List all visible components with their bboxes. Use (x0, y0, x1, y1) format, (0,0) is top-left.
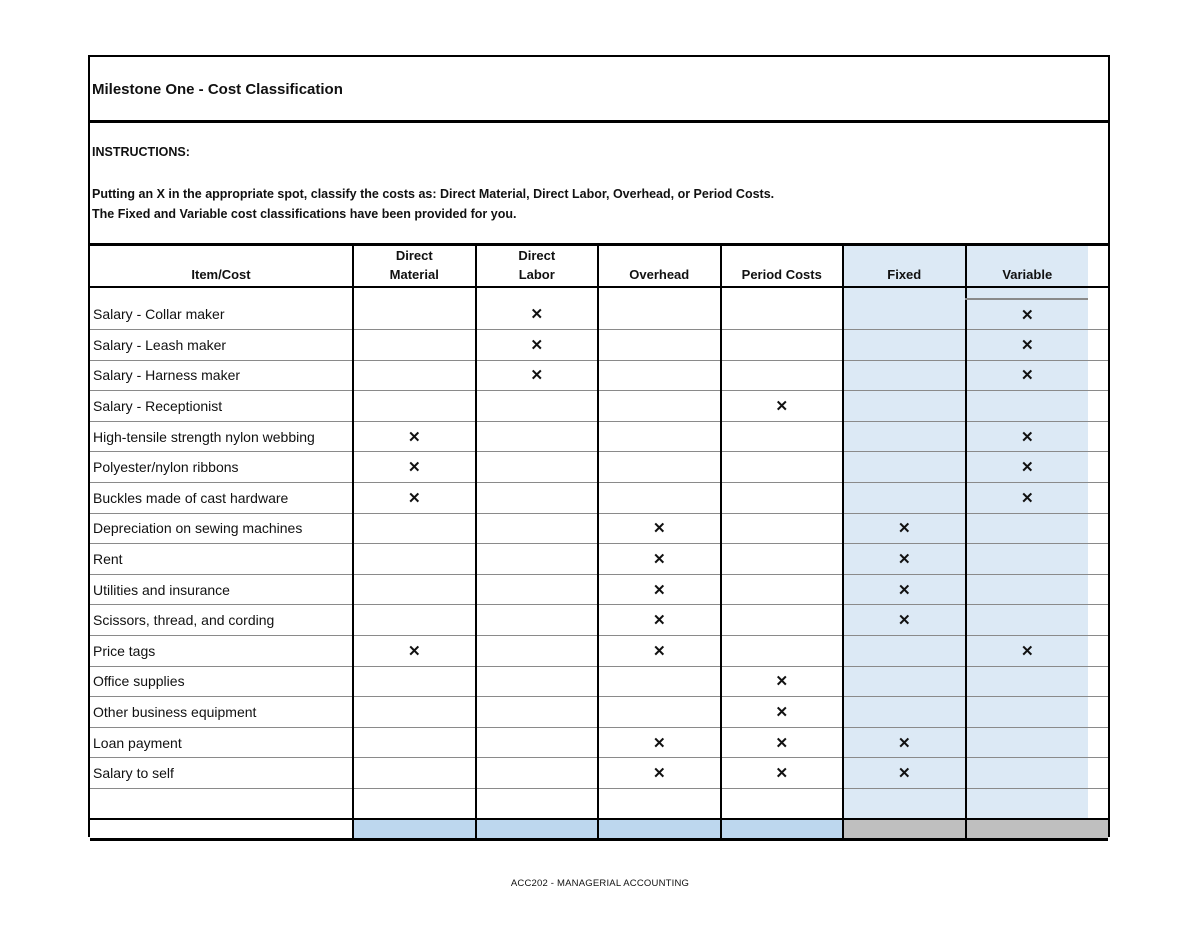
variable-cell[interactable] (966, 452, 1089, 483)
fixed-cell[interactable] (843, 758, 966, 789)
fixed-cell[interactable] (843, 330, 966, 361)
direct-labor-cell[interactable] (476, 544, 599, 575)
fixed-cell[interactable] (843, 391, 966, 422)
direct-material-cell[interactable] (353, 666, 476, 697)
table-row (90, 544, 1108, 575)
worksheet (88, 55, 1110, 837)
fixed-cell[interactable] (843, 727, 966, 758)
overhead-cell[interactable] (598, 421, 721, 452)
title-area (90, 57, 1108, 123)
period-costs-cell[interactable] (721, 360, 844, 391)
variable-cell[interactable] (966, 360, 1089, 391)
fixed-cell[interactable] (843, 544, 966, 575)
direct-material-cell[interactable] (353, 330, 476, 361)
fixed-cell[interactable] (843, 513, 966, 544)
x-mark: ✕ (652, 551, 666, 569)
direct-material-cell[interactable] (353, 697, 476, 728)
total-cell-item (90, 819, 353, 840)
fixed-cell[interactable] (843, 452, 966, 483)
x-mark: ✕ (530, 336, 544, 354)
table-row (90, 697, 1108, 728)
table-row (90, 636, 1108, 667)
overhead-cell[interactable] (598, 727, 721, 758)
direct-material-cell[interactable] (353, 513, 476, 544)
direct-material-cell[interactable] (353, 391, 476, 422)
overhead-cell[interactable] (598, 605, 721, 636)
table-row (90, 330, 1108, 361)
table-row (90, 666, 1108, 697)
item-cost-cell[interactable]: High-tensile strength nylon webbing (90, 421, 353, 452)
cost-classification-table (90, 246, 1108, 841)
item-cost-cell[interactable]: Office supplies (90, 666, 353, 697)
period-costs-cell[interactable] (721, 697, 844, 728)
total-cell-pad (1088, 819, 1108, 840)
table-row (90, 452, 1108, 483)
overhead-cell[interactable] (598, 544, 721, 575)
x-mark: ✕ (407, 459, 421, 477)
direct-labor-cell[interactable] (476, 513, 599, 544)
direct-material-cell[interactable] (353, 574, 476, 605)
table-row (90, 483, 1108, 514)
instructions-area (90, 123, 1108, 246)
period-costs-cell[interactable] (721, 758, 844, 789)
x-mark: ✕ (1020, 489, 1034, 507)
direct-material-cell[interactable] (353, 727, 476, 758)
instructions-line-1: Putting an X in the appropriate spot, classify the costs as: Direct Material, Direct Labor, Overhead, or Period Costs. (92, 187, 775, 201)
blank-cell-dl[interactable] (476, 789, 599, 819)
x-mark: ✕ (530, 367, 544, 385)
page-title: Milestone One - Cost Classification (92, 81, 343, 98)
direct-labor-cell[interactable] (476, 360, 599, 391)
fixed-cell[interactable] (843, 483, 966, 514)
x-mark: ✕ (652, 581, 666, 599)
fixed-cell[interactable] (843, 697, 966, 728)
item-cost-cell[interactable]: Loan payment (90, 727, 353, 758)
fixed-cell[interactable] (843, 421, 966, 452)
period-costs-cell[interactable] (721, 636, 844, 667)
x-mark: ✕ (1020, 642, 1034, 660)
column-header-direct-labor: Direct Labor (476, 246, 599, 287)
item-cost-cell[interactable]: Polyester/nylon ribbons (90, 452, 353, 483)
overhead-cell[interactable] (598, 574, 721, 605)
direct-material-cell[interactable] (353, 483, 476, 514)
x-mark: ✕ (407, 489, 421, 507)
table-row (90, 421, 1108, 452)
direct-material-cell[interactable] (353, 421, 476, 452)
instructions-line-2: The Fixed and Variable cost classifications have been provided for you. (92, 207, 517, 221)
x-mark: ✕ (652, 765, 666, 783)
column-header-variable: Variable (966, 246, 1089, 287)
fixed-cell[interactable] (843, 605, 966, 636)
variable-cell[interactable] (966, 697, 1089, 728)
x-mark: ✕ (897, 765, 911, 783)
column-header-item: Item/Cost (90, 246, 353, 287)
direct-material-cell[interactable] (353, 605, 476, 636)
table-row (90, 727, 1108, 758)
overhead-cell[interactable] (598, 452, 721, 483)
variable-cell[interactable] (966, 727, 1089, 758)
overhead-cell[interactable] (598, 697, 721, 728)
period-costs-cell[interactable] (721, 391, 844, 422)
table-row (90, 360, 1108, 391)
direct-labor-cell[interactable] (476, 666, 599, 697)
spacer-row (90, 287, 1108, 299)
table-row (90, 758, 1108, 789)
direct-labor-cell[interactable] (476, 483, 599, 514)
direct-labor-cell[interactable] (476, 421, 599, 452)
item-cost-cell[interactable]: Other business equipment (90, 697, 353, 728)
blank-cell-variable[interactable] (966, 789, 1089, 819)
x-mark: ✕ (775, 673, 789, 691)
blank-cell-fixed[interactable] (843, 789, 966, 819)
direct-material-cell[interactable] (353, 544, 476, 575)
x-mark: ✕ (1020, 336, 1034, 354)
total-row (90, 819, 1108, 840)
direct-labor-cell[interactable] (476, 636, 599, 667)
x-mark: ✕ (407, 642, 421, 660)
overhead-cell[interactable] (598, 330, 721, 361)
overhead-cell[interactable] (598, 391, 721, 422)
column-header-direct-material: Direct Material (353, 246, 476, 287)
variable-cell[interactable] (966, 636, 1089, 667)
direct-labor-cell[interactable] (476, 391, 599, 422)
period-costs-cell[interactable] (721, 666, 844, 697)
x-mark: ✕ (897, 520, 911, 538)
x-mark: ✕ (897, 734, 911, 752)
x-mark: ✕ (1020, 428, 1034, 446)
x-mark: ✕ (530, 306, 544, 324)
period-costs-cell[interactable] (721, 299, 844, 330)
x-mark: ✕ (897, 612, 911, 630)
overhead-cell[interactable] (598, 636, 721, 667)
table-row (90, 574, 1108, 605)
x-mark: ✕ (897, 581, 911, 599)
direct-material-cell[interactable] (353, 452, 476, 483)
period-costs-cell[interactable] (721, 513, 844, 544)
column-header-pad (1088, 246, 1108, 287)
period-costs-cell[interactable] (721, 421, 844, 452)
x-mark: ✕ (1020, 459, 1034, 477)
x-mark: ✕ (407, 428, 421, 446)
overhead-cell[interactable] (598, 758, 721, 789)
period-costs-cell[interactable] (721, 483, 844, 514)
x-mark: ✕ (1020, 306, 1034, 324)
blank-cell-pc[interactable] (721, 789, 844, 819)
fixed-cell[interactable] (843, 299, 966, 330)
variable-cell[interactable] (966, 391, 1089, 422)
period-costs-cell[interactable] (721, 544, 844, 575)
overhead-cell[interactable] (598, 666, 721, 697)
item-cost-cell[interactable]: Buckles made of cast hardware (90, 483, 353, 514)
x-mark: ✕ (652, 734, 666, 752)
item-cost-cell[interactable]: Salary - Leash maker (90, 330, 353, 361)
instructions-heading: INSTRUCTIONS: (92, 145, 190, 159)
x-mark: ✕ (775, 704, 789, 722)
blank-row (90, 789, 1108, 819)
blank-cell-dm[interactable] (353, 789, 476, 819)
direct-labor-cell[interactable] (476, 727, 599, 758)
table-row (90, 391, 1108, 422)
item-cost-cell[interactable]: Depreciation on sewing machines (90, 513, 353, 544)
fixed-cell[interactable] (843, 636, 966, 667)
table-row (90, 605, 1108, 636)
table-row (90, 299, 1108, 330)
variable-cell[interactable] (966, 758, 1089, 789)
item-cost-cell[interactable]: Salary - Receptionist (90, 391, 353, 422)
x-mark: ✕ (652, 642, 666, 660)
x-mark: ✕ (775, 765, 789, 783)
column-header-period-costs: Period Costs (721, 246, 844, 287)
blank-cell-oh[interactable] (598, 789, 721, 819)
x-mark: ✕ (652, 612, 666, 630)
total-cell-pc[interactable] (721, 819, 844, 840)
table-row (90, 513, 1108, 544)
overhead-cell[interactable] (598, 483, 721, 514)
direct-labor-cell[interactable] (476, 574, 599, 605)
overhead-cell[interactable] (598, 360, 721, 391)
direct-labor-cell[interactable] (476, 299, 599, 330)
x-mark: ✕ (1020, 367, 1034, 385)
variable-cell[interactable] (966, 299, 1089, 330)
variable-cell[interactable] (966, 544, 1089, 575)
direct-labor-cell[interactable] (476, 330, 599, 361)
item-cost-cell[interactable]: Rent (90, 544, 353, 575)
overhead-cell[interactable] (598, 513, 721, 544)
variable-cell[interactable] (966, 483, 1089, 514)
period-costs-cell[interactable] (721, 605, 844, 636)
direct-labor-cell[interactable] (476, 758, 599, 789)
fixed-cell[interactable] (843, 666, 966, 697)
column-header-overhead: Overhead (598, 246, 721, 287)
x-mark: ✕ (897, 551, 911, 569)
total-cell-dm[interactable] (353, 819, 476, 840)
item-cost-cell[interactable]: Utilities and insurance (90, 574, 353, 605)
variable-cell[interactable] (966, 605, 1089, 636)
item-cost-cell[interactable]: Salary to self (90, 758, 353, 789)
item-cost-cell[interactable]: Price tags (90, 636, 353, 667)
x-mark: ✕ (652, 520, 666, 538)
period-costs-cell[interactable] (721, 574, 844, 605)
variable-cell[interactable] (966, 666, 1089, 697)
column-header-fixed: Fixed (843, 246, 966, 287)
total-cell-fixed (843, 819, 966, 840)
direct-labor-cell[interactable] (476, 697, 599, 728)
variable-cell[interactable] (966, 330, 1089, 361)
direct-material-cell[interactable] (353, 758, 476, 789)
variable-cell[interactable] (966, 421, 1089, 452)
item-cost-cell[interactable]: Salary - Collar maker (90, 299, 353, 330)
fixed-cell[interactable] (843, 574, 966, 605)
blank-cell-item[interactable] (90, 789, 353, 819)
item-cost-cell[interactable]: Scissors, thread, and cording (90, 605, 353, 636)
x-mark: ✕ (775, 398, 789, 416)
direct-material-cell[interactable] (353, 360, 476, 391)
period-costs-cell[interactable] (721, 452, 844, 483)
direct-material-cell[interactable] (353, 636, 476, 667)
total-cell-dl[interactable] (476, 819, 599, 840)
direct-material-cell[interactable] (353, 299, 476, 330)
overhead-cell[interactable] (598, 299, 721, 330)
variable-cell[interactable] (966, 513, 1089, 544)
period-costs-cell[interactable] (721, 727, 844, 758)
item-cost-cell[interactable]: Salary - Harness maker (90, 360, 353, 391)
total-cell-variable (966, 819, 1089, 840)
period-costs-cell[interactable] (721, 330, 844, 361)
header-row (90, 246, 1108, 287)
page-footer: ACC202 - MANAGERIAL ACCOUNTING (510, 878, 690, 889)
total-cell-oh[interactable] (598, 819, 721, 840)
direct-labor-cell[interactable] (476, 452, 599, 483)
fixed-cell[interactable] (843, 360, 966, 391)
x-mark: ✕ (775, 734, 789, 752)
direct-labor-cell[interactable] (476, 605, 599, 636)
variable-cell[interactable] (966, 574, 1089, 605)
